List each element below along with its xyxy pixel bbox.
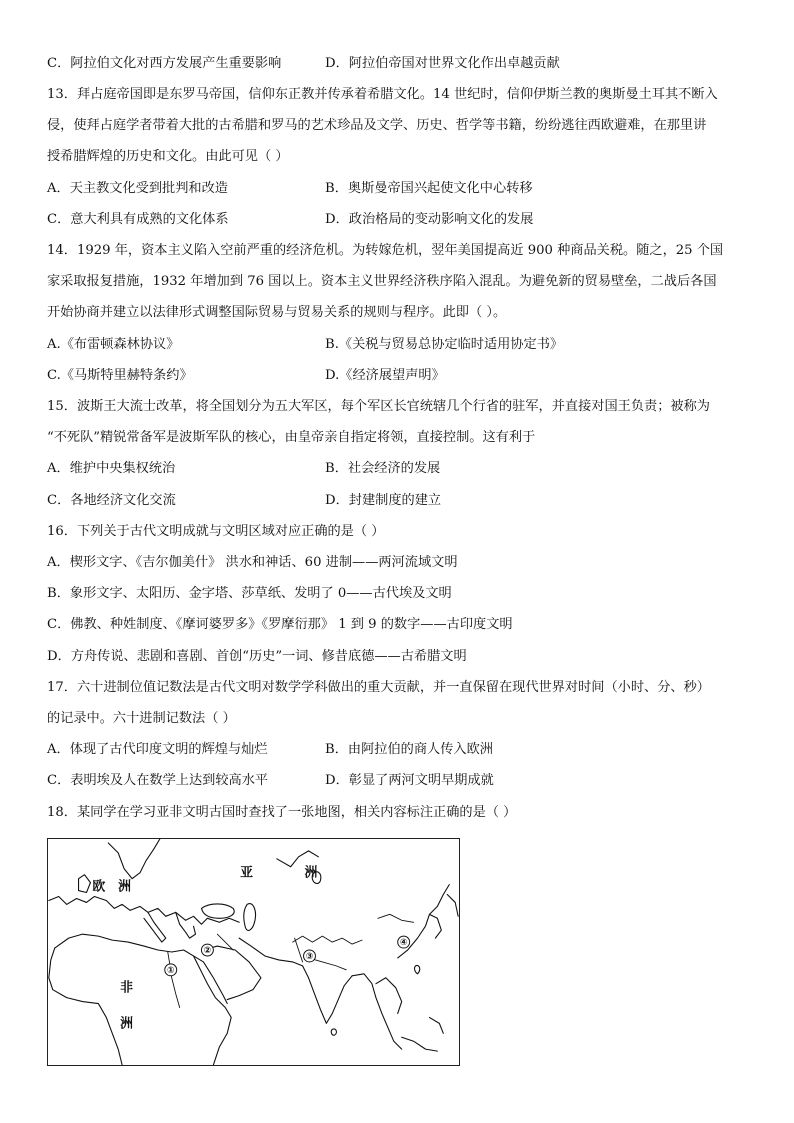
q15-option-a: A．维护中央集权统治 [47,461,176,476]
q12-option-c: C．阿拉伯文化对西方发展产生重要影响 [47,56,282,71]
marker-3-label: ③ [305,951,314,962]
marker-1 [165,964,177,976]
scandinavia [108,839,160,879]
british-isles [79,875,91,893]
marker-2 [201,944,213,956]
q13-option-b: B．奥斯曼帝国兴起使文化中心转移 [325,181,533,196]
map-drawing [48,839,459,1065]
q13-stem-line-1: 13．拜占庭帝国即是东罗马帝国，信仰东正教并传承着希腊文化。14 世纪时，信仰伊斯兰教的奥斯曼土耳其不断入 [47,87,718,102]
label-asia-1: 亚 [240,865,254,881]
nile-river [168,952,180,1008]
q14-stem-line-2: 家采取报复措施，1932 年增加到 76 国以上。资本主义世界经济秩序陷入混乱。为避免新的贸易壁垒，二战后各国 [47,274,717,289]
q13-option-d: D．政治格局的变动影响文化的发展 [325,212,534,227]
red-sea [194,956,228,1004]
sri-lanka [331,1029,336,1035]
q16-option-c: C．佛教、种姓制度、《摩诃婆罗多》《罗摩衍那》 1 到 9 的数字——古印度文明 [47,617,513,632]
q13-stem-line-2: 侵，使拜占庭学者带着大批的古希腊和罗马的艺术珍品及文学、历史、哲学等书籍，纷纷逃往西欧避难，在那里讲 [47,118,707,133]
marker-4 [398,936,410,948]
northern-coast [277,851,319,867]
q15-option-d: D．封建制度的建立 [325,493,442,508]
marker-1-label: ① [166,965,175,976]
q12-option-d: D．阿拉伯帝国对世界文化作出卓越贡献 [325,56,560,71]
island-1 [402,1037,438,1051]
q13-option-c: C．意大利具有成熟的文化体系 [47,212,229,227]
marker-4-label: ④ [399,938,408,949]
q13-stem-line-3: 授希腊辉煌的历史和文化。由此可见（ ） [47,149,289,164]
indus-river [295,938,303,962]
europe-coastline [49,896,239,924]
q18-stem: 18．某同学在学习亚非文明古国时查找了一张地图，相关内容标注正确的是（ ） [47,805,517,820]
afro-eurasia-map [47,838,460,1066]
himalaya [293,936,362,944]
q16-stem: 16．下列关于古代文明成就与文明区域对应正确的是（ ） [47,524,385,539]
q15-option-b: B．社会经济的发展 [325,461,441,476]
africa-west-coast [49,948,122,1065]
q16-option-b: B．象形文字、太阳历、金字塔、莎草纸、发明了 0——古代埃及文明 [47,586,452,601]
q15-stem-line-1: 15．波斯王大流士改革，将全国划分为五大军区，每个军区长官统辖几个行省的驻军，并直接对国王负责；被称为 [47,399,710,414]
black-sea [201,904,234,918]
q14-option-a: A.《布雷顿森林协议》 [47,337,180,352]
marker-2-label: ② [203,945,212,956]
q15-stem-line-2: “不死队”精锐常备军是波斯军队的核心，由皇帝亲自指定将领，直接控制。这有利于 [47,430,536,445]
island-2 [429,1017,443,1033]
korea [429,914,441,938]
q15-option-c: C．各地经济文化交流 [47,493,176,508]
q14-stem-line-3: 开始协商并建立以法律形式调整国际贸易与贸易关系的规则与程序。此即（ ）。 [47,305,507,320]
q17-option-b: B．由阿拉伯的商人传入欧洲 [325,742,493,757]
q16-option-d: D．方舟传说、悲剧和喜剧、首创“历史”一词、修昔底德——古希腊文明 [47,649,467,664]
label-asia-2: 洲 [304,865,318,881]
italy-peninsula [144,912,166,942]
taiwan [415,965,420,973]
southeast-asia [352,974,402,1049]
label-africa-2: 洲 [120,1016,134,1032]
india-outline [303,966,353,1023]
label-europe: 欧 洲 [92,879,132,895]
caspian-sea [244,904,256,931]
q14-stem-line-1: 14．1929 年，资本主义陷入空前严重的经济危机。为转嫁危机，翌年美国提高近 900 种商品关税。随之，25 个国 [47,243,724,258]
q14-option-b: B.《关税与贸易总协定临时适用协定书》 [325,337,564,352]
q14-option-c: C.《马斯特里赫特条约》 [47,368,193,383]
yellow-river [378,914,414,922]
label-africa-1: 非 [120,980,134,996]
q13-option-a: A．天主教文化受到批判和改造 [47,181,228,196]
q17-stem-line-2: 的记录中。六十进制记数法（ ） [47,711,236,726]
q17-option-d: D．彰显了两河文明早期成就 [325,773,494,788]
marker-3 [304,950,316,962]
q17-option-c: C．表明埃及人在数学上达到较高水平 [47,773,269,788]
q17-option-a: A．体现了古代印度文明的辉煌与灿烂 [47,742,268,757]
q14-option-d: D.《经济展望声明》 [325,368,445,383]
q16-option-a: A．楔形文字、《吉尔伽美什》 洪水和神话、60 进制——两河流域文明 [47,555,458,570]
japan [447,895,458,917]
q17-stem-line-1: 17．六十进制位值记数法是古代文明对数学学科做出的重大贡献，并一直保留在现代世界对时间（小时、分、秒） [47,680,710,695]
